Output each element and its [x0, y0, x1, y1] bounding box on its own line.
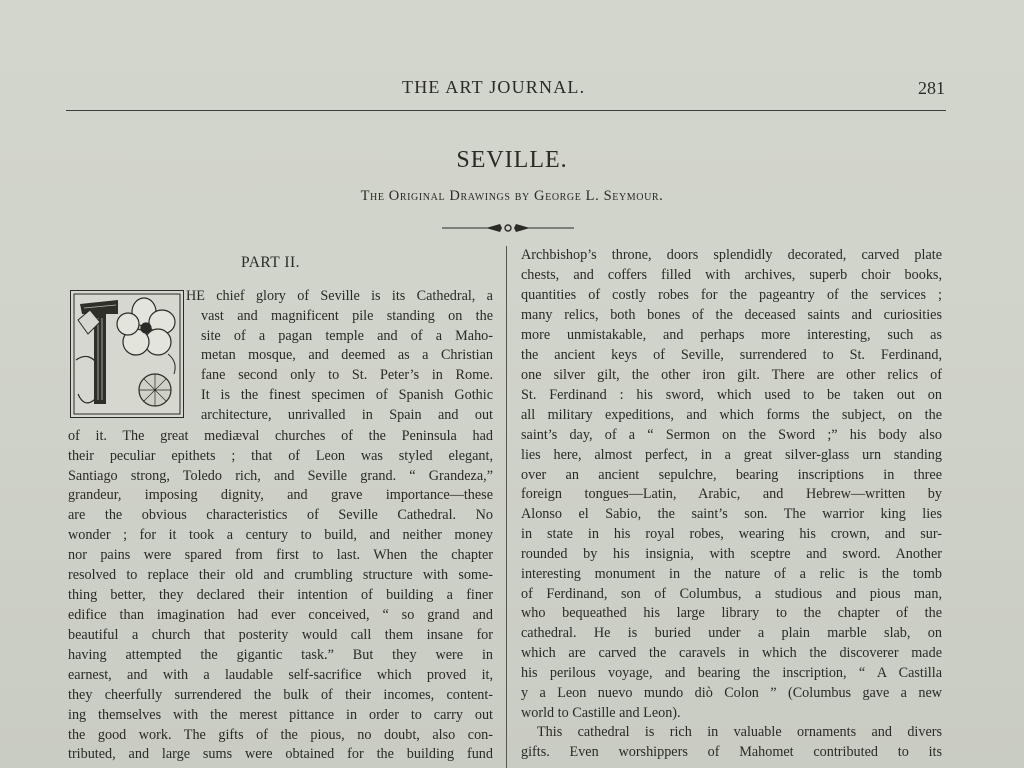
paragraph-line: foreign tongues—Latin, Arabic, and Hebrew—written by	[521, 486, 942, 502]
paragraph-line: having attempted the gigantic task.” But they were in	[68, 647, 493, 663]
paragraph-line: in state in his royal robes, wearing his crown, and sur-	[521, 526, 942, 542]
paragraph-line: edifice than imagination had ever conceived, “ so grand and	[68, 607, 493, 623]
paragraph-line: wonder ; for it took a century to build, and neither money	[68, 527, 493, 543]
paragraph-line: who bequeathed his large library to the chapter of the	[521, 605, 942, 621]
paragraph-line: quantities of costly robes for the pageantry of the services ;	[521, 287, 942, 303]
paragraph-line: they cheerfully surrendered the bulk of their incomes, content-	[68, 687, 493, 703]
paragraph-line: metan mosque, and deemed as a Christian	[201, 347, 493, 363]
part-heading: PART II.	[241, 254, 301, 271]
paragraph-line: architecture, unrivalled in Spain and out	[201, 407, 493, 423]
paragraph-line: one silver gilt, the other iron gilt. There are other relics of	[521, 367, 942, 383]
paragraph-line: tributed, and large sums were obtained for the building fund	[68, 746, 493, 762]
paragraph-line: more unmistakable, and perhaps more interesting, such as	[521, 327, 942, 343]
page-number: 281	[918, 78, 945, 98]
header-rule	[66, 110, 946, 111]
paragraph-line: Santiago strong, Toledo rich, and Seville grand. “ Grandeza,”	[68, 468, 493, 484]
paragraph-line: are the obvious characteristics of Seville Cathedral. No	[68, 507, 493, 523]
paragraph-line: earnest, and with a laudable self-sacrifice which proved it,	[68, 667, 493, 683]
paragraph-line: thing better, they declared their intention of building a finer	[68, 587, 493, 603]
journal-title: THE ART JOURNAL.	[402, 77, 586, 97]
article-title: SEVILLE.	[456, 147, 568, 173]
paragraph-line: y a Leon nuevo mundo diò Colon ” (Columbus gave a new	[521, 685, 942, 701]
paragraph-line: HE chief glory of Seville is its Cathedral, a	[186, 288, 493, 304]
paragraph-line: interesting monument in the nature of a relic is the tomb	[521, 566, 942, 582]
paragraph-line: the good work. The gifts of the pious, no doubt, also con-	[68, 727, 493, 743]
paragraph-line: site of a pagan temple and of a Maho-	[201, 328, 493, 344]
paragraph-line: Alonso el Sabio, the saint’s son. The warrior king lies	[521, 506, 942, 522]
paragraph-line: saint’s day, of a “ Sermon on the Sword ;” his body also	[521, 427, 942, 443]
paragraph-line: his perilous voyage, and bearing the inscription, “ A Castilla	[521, 665, 942, 681]
paragraph-line: world to Castille and Leon).	[521, 705, 681, 721]
running-head	[0, 77, 1024, 103]
illuminated-initial-icon	[70, 290, 184, 418]
paragraph-line: their peculiar epithets ; that of Leon was styled elegant,	[68, 448, 493, 464]
paragraph-line: of Ferdinand, son of Columbus, a studious and pious man,	[521, 586, 942, 602]
paragraph-line: chests, and coffers filled with archives, superb choir books,	[521, 267, 942, 283]
ornament-divider-icon	[440, 220, 576, 236]
paragraph-line: nor pains were spared from first to last. When the chapter	[68, 547, 493, 563]
paragraph-line: cathedral. He is buried under a plain marble slab, on	[521, 625, 942, 641]
paragraph-line: all military expeditions, and which forms the subject, on the	[521, 407, 942, 423]
paragraph-line: St. Ferdinand : his sword, which used to be taken out on	[521, 387, 942, 403]
paragraph-line: over an ancient sepulchre, bearing inscriptions in three	[521, 467, 942, 483]
paragraph-line: beautiful a church that posterity would call them insane for	[68, 627, 493, 643]
paragraph-line: ing themselves with the merest pittance in order to carry out	[68, 707, 493, 723]
paragraph-line: resolved to replace their old and crumbling structure with some-	[68, 567, 493, 583]
paragraph-line: lies here, almost perfect, in a great silver-glass urn standing	[521, 447, 942, 463]
paragraph-line: Archbishop’s throne, doors splendidly decorated, carved plate	[521, 247, 942, 263]
paragraph-line: gifts. Even worshippers of Mahomet contributed to its	[521, 744, 942, 760]
paragraph-line: vast and magnificent pile standing on the	[201, 308, 493, 324]
paragraph-line: grandeur, imposing dignity, and grave importance—these	[68, 487, 493, 503]
paragraph-line: many relics, both bones of the deceased saints and curiosities	[521, 307, 942, 323]
paragraph-line: fane second only to St. Peter’s in Rome.	[201, 367, 493, 383]
article-subtitle: The Original Drawings by George L. Seymour.	[360, 188, 664, 204]
paragraph-line: of it. The great mediæval churches of the Peninsula had	[68, 428, 493, 444]
column-rule	[506, 246, 507, 768]
paragraph-line: It is the finest specimen of Spanish Gothic	[201, 387, 493, 403]
paragraph-line: which are carved the caravels in which the discoverer made	[521, 645, 942, 661]
paragraph-line: rounded by his insignia, with sceptre and sword. Another	[521, 546, 942, 562]
paragraph-line: the ancient keys of Seville, surrendered to St. Ferdinand,	[521, 347, 942, 363]
paragraph-line: This cathedral is rich in valuable ornaments and divers	[537, 724, 942, 740]
